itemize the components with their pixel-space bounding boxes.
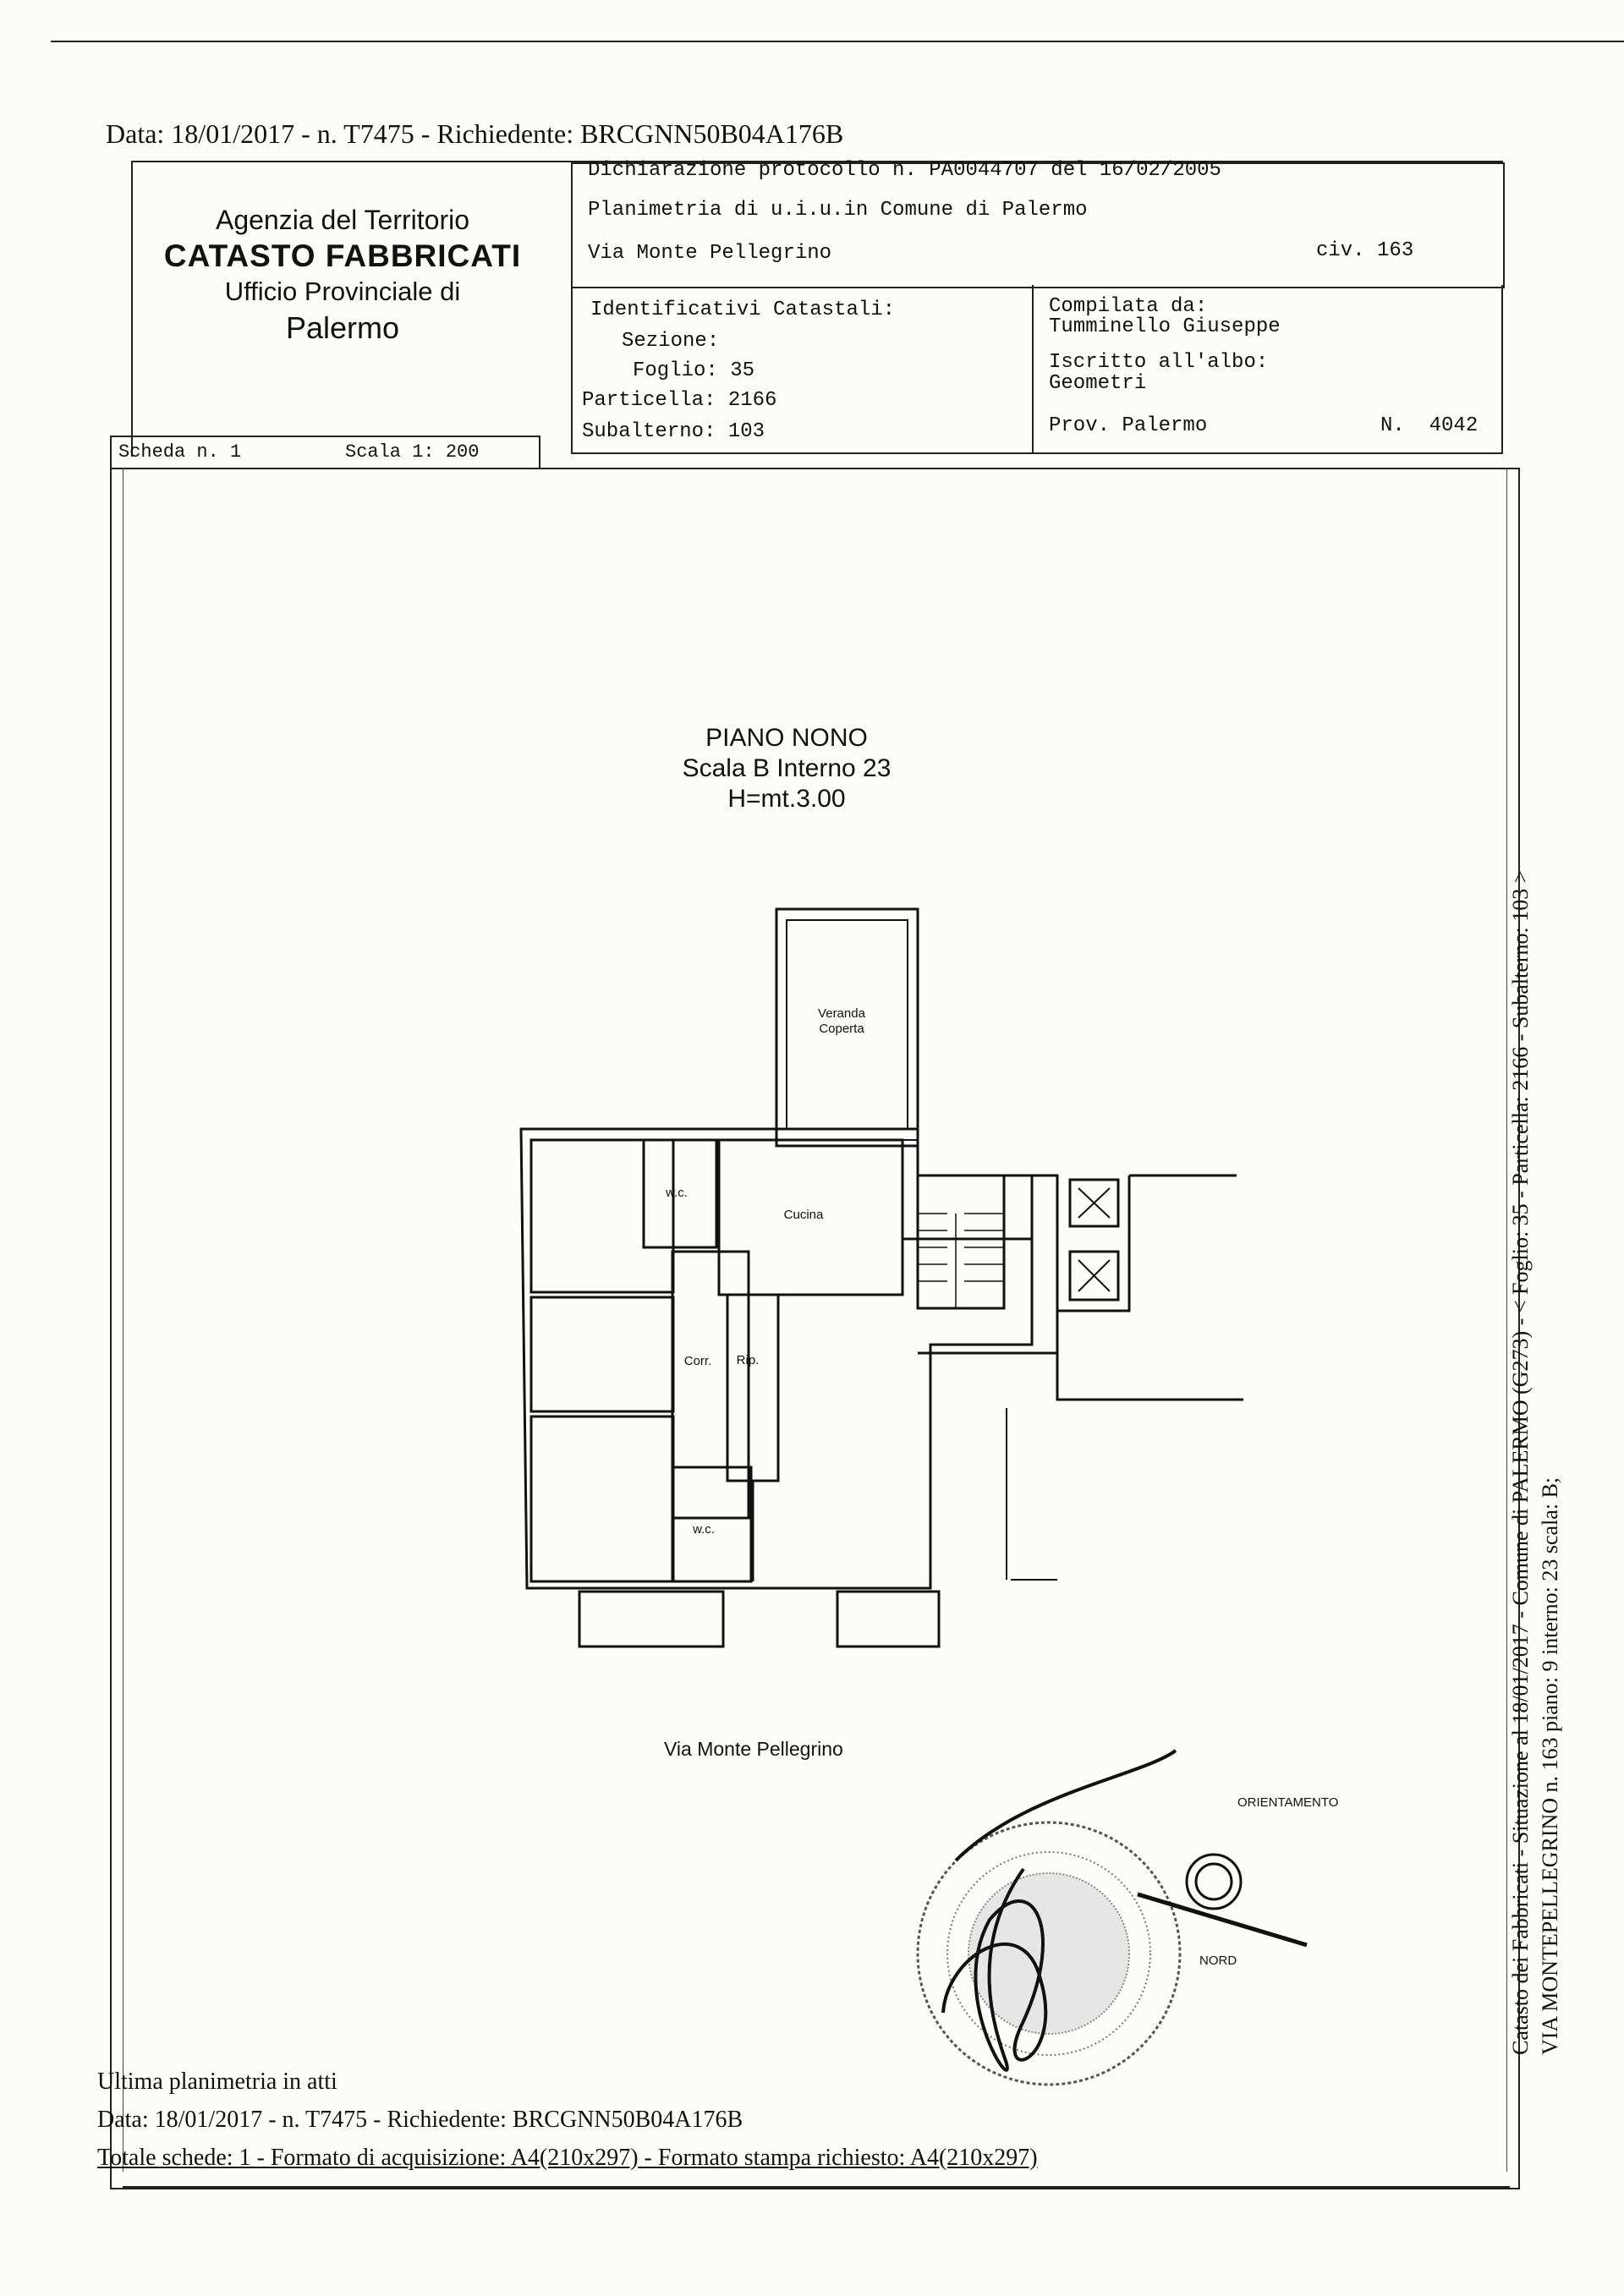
sezione-label: Sezione: [622, 330, 720, 353]
wc2-label: w.c. [693, 1522, 715, 1537]
staircase-label: Scala B Interno 23 [682, 754, 892, 782]
agency-block [156, 203, 529, 347]
footer-request-line: Data: 18/01/2017 - n. T7475 - Richiedente: BRCGNN50B04A176B [97, 2106, 743, 2133]
storage-room [727, 1295, 778, 1481]
kitchen-label: Cucina [783, 1208, 824, 1222]
compiler-name: Tumminello Giuseppe [1049, 315, 1281, 338]
floor-label: PIANO NONO [705, 724, 868, 752]
civic-number: civ. 163 [1316, 239, 1414, 262]
street-label: Via Monte Pellegrino [664, 1738, 843, 1760]
sidebar-line-1: Catasto dei Fabbricati - Situazione al 18/01/2017 - Comune di PALERMO (G273) - < Foglio: 35 - Particella: 2166 - Subalterno: 103 > [1508, 870, 1533, 2055]
address-line: Via Monte Pellegrino [588, 242, 832, 265]
registration-number: N. 4042 [1380, 414, 1479, 437]
scan-edge-line [51, 41, 1624, 42]
balcony-1 [579, 1592, 723, 1647]
office-city: Palermo [285, 310, 400, 345]
identifiers-title: Identificativi Catastali: [590, 299, 896, 321]
plan-title [541, 723, 1032, 814]
protocol-line: Dichiarazione protocollo n. PA0044707 del 16/02/2005 [588, 159, 1221, 182]
catasto-title: CATASTO FABBRICATI [163, 238, 522, 273]
room-left-3 [531, 1417, 673, 1581]
storage-label: Rip. [736, 1353, 760, 1367]
veranda-label [808, 1006, 875, 1037]
agency-name: Agenzia del Territorio [215, 205, 469, 235]
sidebar-line-2: VIA MONTEPELLEGRINO n. 163 piano: 9 interno: 23 scala: B; [1538, 1477, 1563, 2055]
balcony-2 [837, 1592, 939, 1647]
particella-value: Particella: 2166 [582, 389, 777, 412]
wc-label: w.c. [666, 1186, 688, 1200]
room-left-1 [531, 1140, 673, 1292]
north-label: NORD [1199, 1954, 1237, 1968]
subalterno-value: Subalterno: 103 [582, 420, 765, 443]
stair-well [918, 1175, 1004, 1308]
footer-totals: Totale schede: 1 - Formato di acquisizione: A4(210x297) - Formato stampa richiesto: A4(210x297) [97, 2144, 1038, 2171]
veranda-label-1: Veranda [818, 1006, 865, 1021]
sidebar-text [1506, 871, 1565, 2055]
albo-value: Geometri [1049, 372, 1147, 395]
province: Prov. Palermo [1049, 414, 1208, 437]
compiled-label: Compilata da: [1049, 295, 1208, 318]
footer [97, 2063, 1038, 2177]
plan-comune-line: Planimetria di u.i.u.in Comune di Palermo [588, 199, 1088, 222]
official-stamp [897, 1742, 1320, 2106]
apartment-outline [521, 1129, 1032, 1588]
header-request-line: Data: 18/01/2017 - n. T7475 - Richiedente: BRCGNN50B04A176B [106, 118, 844, 149]
corridor-room [672, 1252, 749, 1518]
scheda-number: Scheda n. 1 [118, 441, 242, 463]
office-label: Ufficio Provinciale di [224, 277, 461, 307]
scheda-scale: Scala 1: 200 [345, 441, 480, 463]
last-plan-label: Ultima planimetria in atti [97, 2069, 337, 2095]
albo-label: Iscritto all'albo: [1049, 351, 1269, 374]
frame-bottom-line [123, 2186, 1510, 2188]
orientation-label: ORIENTAMENTO [1237, 1795, 1339, 1810]
floor-plan [508, 896, 1252, 1658]
veranda-label-2: Coperta [819, 1022, 864, 1036]
room-left-2 [531, 1297, 673, 1411]
corridor-label: Corr. [683, 1354, 712, 1368]
foglio-value: Foglio: 35 [633, 359, 755, 382]
height-label: H=mt.3.00 [727, 785, 846, 813]
